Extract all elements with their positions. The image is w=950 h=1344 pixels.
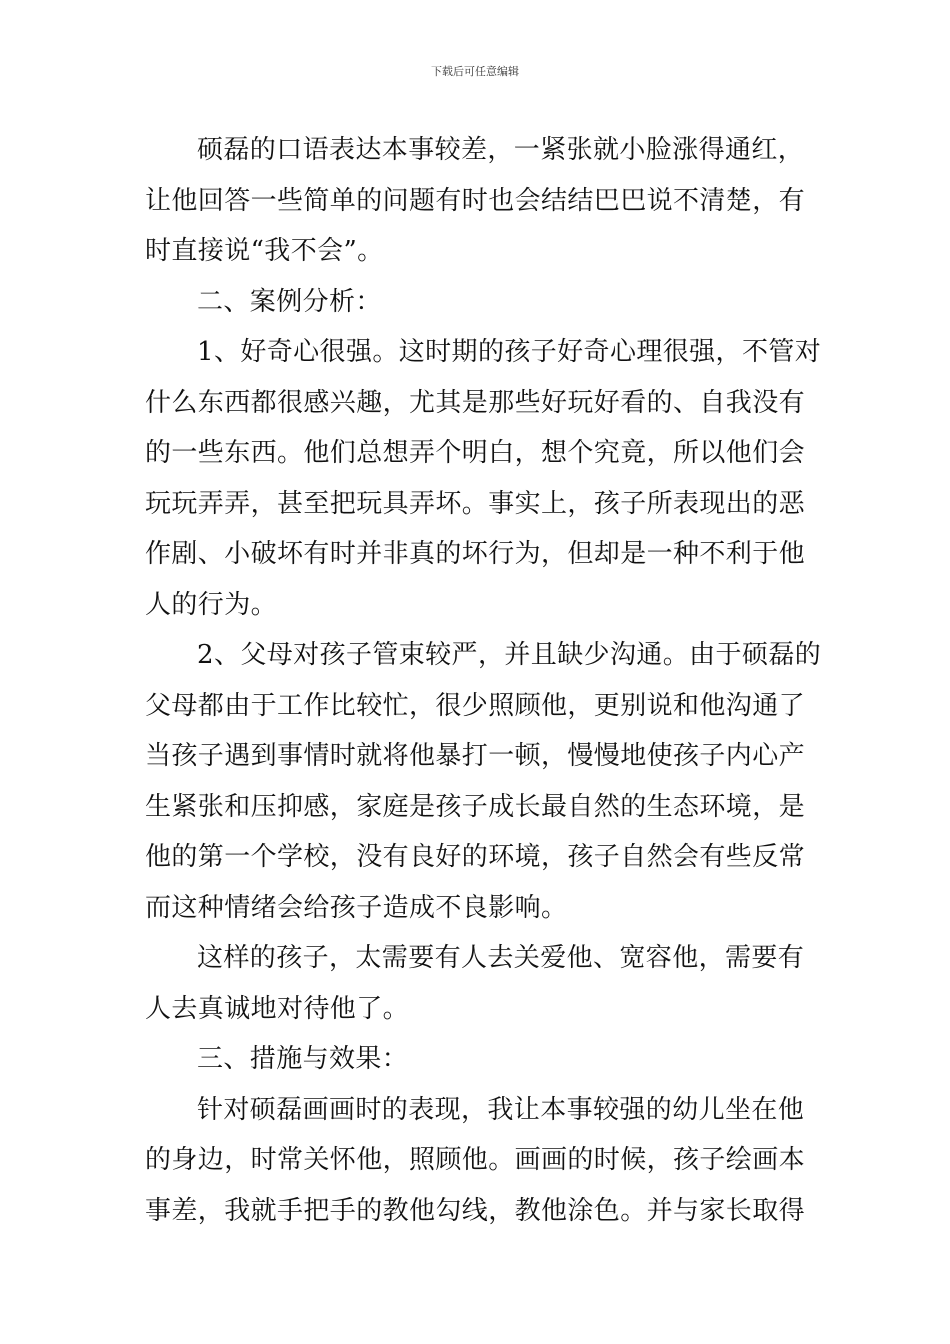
text-line: 父母都由于工作比较忙，很少照顾他，更别说和他沟通了 (145, 690, 806, 721)
text-line: 人去真诚地对待他了。 (145, 993, 410, 1024)
paragraph-first-line: 这样的孩子，太需要有人去关爱他、宽容他，需要有 (197, 943, 805, 973)
text-line: 他的第一个学校，没有良好的环境，孩子自然会有些反常 (145, 842, 806, 872)
text-line: 的一些东西。他们总想弄个明白，想个究竟，所以他们会 (145, 438, 806, 468)
paragraph-first-line: 1、好奇心很强。这时期的孩子好奇心理很强，不管对 (197, 337, 822, 367)
document-body (145, 125, 822, 1236)
text-line: 生紧张和压抑感，家庭是孩子成长最自然的生态环境，是 (145, 791, 806, 822)
text-line: 而这种情绪会给孩子造成不良影响。 (145, 892, 568, 923)
page-header: 下载后可任意编辑 (431, 65, 519, 78)
paragraph-first-line: 2、父母对孩子管束较严，并且缺少沟通。由于硕磊的 (197, 640, 822, 670)
text-line: 什么东西都很感兴趣，尤其是那些好玩好看的、自我没有 (145, 387, 806, 418)
text-line: 时直接说“我不会”。 (145, 236, 384, 266)
text-line: 让他回答一些简单的问题有时也会结结巴巴说不清楚，有 (145, 185, 806, 216)
paragraph-first-line: 二、案例分析： (197, 286, 382, 317)
paragraph-first-line: 硕磊的口语表达本事较差，一紧张就小脸涨得通红， (197, 135, 805, 165)
text-line: 的身边，时常关怀他，照顾他。画画的时候，孩子绘画本 (145, 1145, 806, 1175)
text-line: 作剧、小破坏有时并非真的坏行为，但却是一种不利于他 (145, 539, 806, 569)
paragraph-first-line: 三、措施与效果： (197, 1044, 409, 1074)
text-line: 人的行为。 (145, 589, 278, 620)
text-line: 当孩子遇到事情时就将他暴打一顿，慢慢地使孩子内心产 (145, 741, 806, 771)
text-line: 事差，我就手把手的教他勾线，教他涂色。并与家长取得 (145, 1195, 806, 1226)
paragraph-first-line: 针对硕磊画画时的表现，我让本事较强的幼儿坐在他 (197, 1094, 805, 1125)
text-line: 玩玩弄弄，甚至把玩具弄坏。事实上，孩子所表现出的恶 (145, 488, 806, 519)
